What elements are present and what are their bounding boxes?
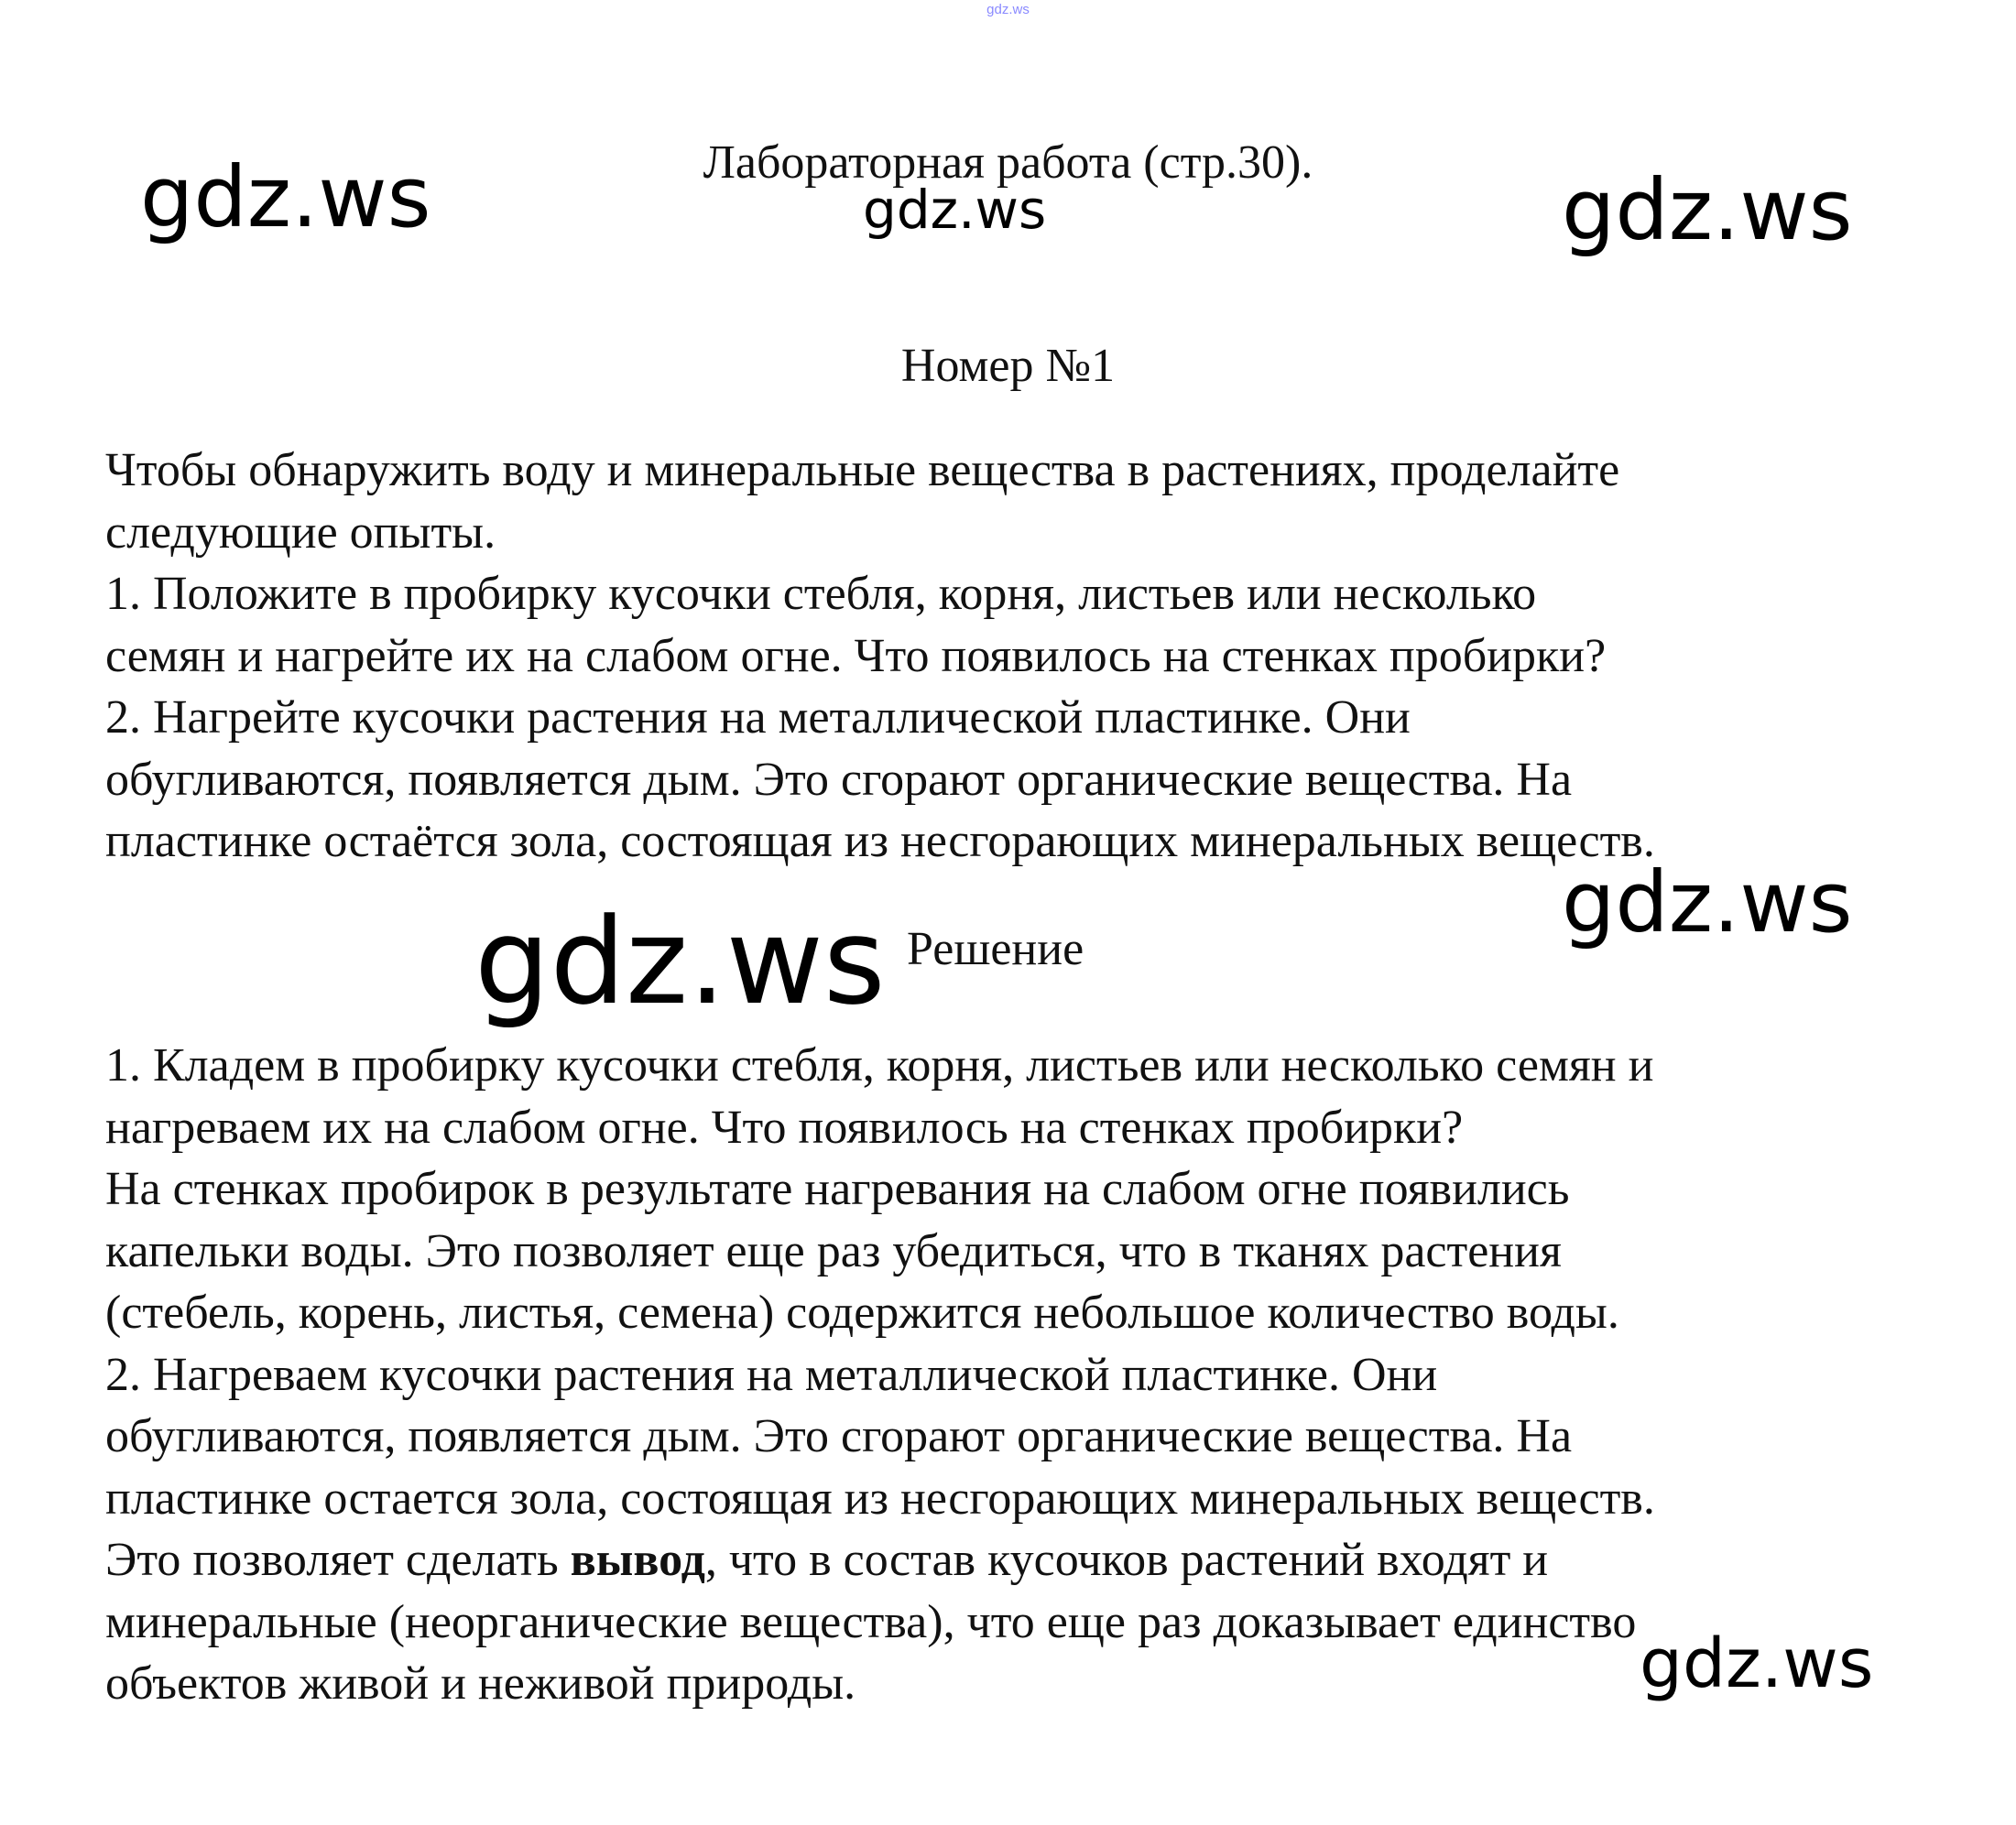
- solution-text: [105, 1035, 1937, 1715]
- conclusion-text-before: Это позволяет сделать: [105, 1534, 571, 1586]
- conclusion-keyword: вывод: [570, 1534, 705, 1586]
- solution-line: нагреваем их на слабом огне. Что появилось на стенках пробирки?: [105, 1101, 1464, 1154]
- solution-line: 2. Нагреваем кусочки растения на металлической пластинке. Они: [105, 1348, 1438, 1401]
- watermark: gdz.ws: [1562, 161, 1853, 259]
- solution-line: На стенках пробирок в результате нагревания на слабом огне появились: [105, 1163, 1570, 1215]
- conclusion-text-after: , что в состав кусочков растений входят и: [704, 1534, 1549, 1586]
- solution-line: 1. Кладем в пробирку кусочки стебля, корня, листьев или несколько семян и: [105, 1039, 1654, 1092]
- watermark: gdz.ws: [474, 892, 886, 1031]
- watermark: gdz.ws: [863, 179, 1047, 241]
- task-text: [105, 440, 1937, 873]
- solution-line: обугливаются, появляется дым. Это сгорают органические вещества. На: [105, 1410, 1573, 1462]
- solution-line: пластинке остается зола, состоящая из несгорающих минеральных веществ.: [105, 1472, 1655, 1525]
- solution-heading: Решение: [907, 923, 1084, 975]
- task-line: 2. Нагрейте кусочки растения на металлической пластинке. Они: [105, 691, 1411, 744]
- watermark: gdz.ws: [1640, 1624, 1874, 1703]
- task-line: обугливаются, появляется дым. Это сгорают органические вещества. На: [105, 753, 1573, 806]
- solution-line: минеральные (неорганические вещества), что еще раз доказывает единство: [105, 1595, 1637, 1648]
- top-watermark: gdz.ws: [986, 2, 1030, 17]
- task-line: 1. Положите в пробирку кусочки стебля, корня, листьев или несколько: [105, 568, 1537, 620]
- task-number: Номер №1: [900, 340, 1116, 392]
- solution-line: (стебель, корень, листья, семена) содержится небольшое количество воды.: [105, 1287, 1619, 1339]
- task-line: семян и нагрейте их на слабом огне. Что появилось на стенках пробирки?: [105, 629, 1607, 682]
- task-line: Чтобы обнаружить воду и минеральные вещества в растениях, проделайте: [105, 444, 1620, 496]
- solution-line: объектов живой и неживой природы.: [105, 1657, 856, 1710]
- page-title: Лабораторная работа (стр.30).: [703, 136, 1313, 189]
- task-line: следующие опыты.: [105, 505, 496, 559]
- task-line: пластинке остаётся зола, состоящая из несгорающих минеральных веществ.: [105, 815, 1655, 867]
- watermark: gdz.ws: [1562, 853, 1853, 951]
- solution-line: капельки воды. Это позволяет еще раз убедиться, что в тканях растения: [105, 1224, 1562, 1277]
- conclusion-line: [105, 1529, 1937, 1591]
- watermark: gdz.ws: [140, 148, 431, 246]
